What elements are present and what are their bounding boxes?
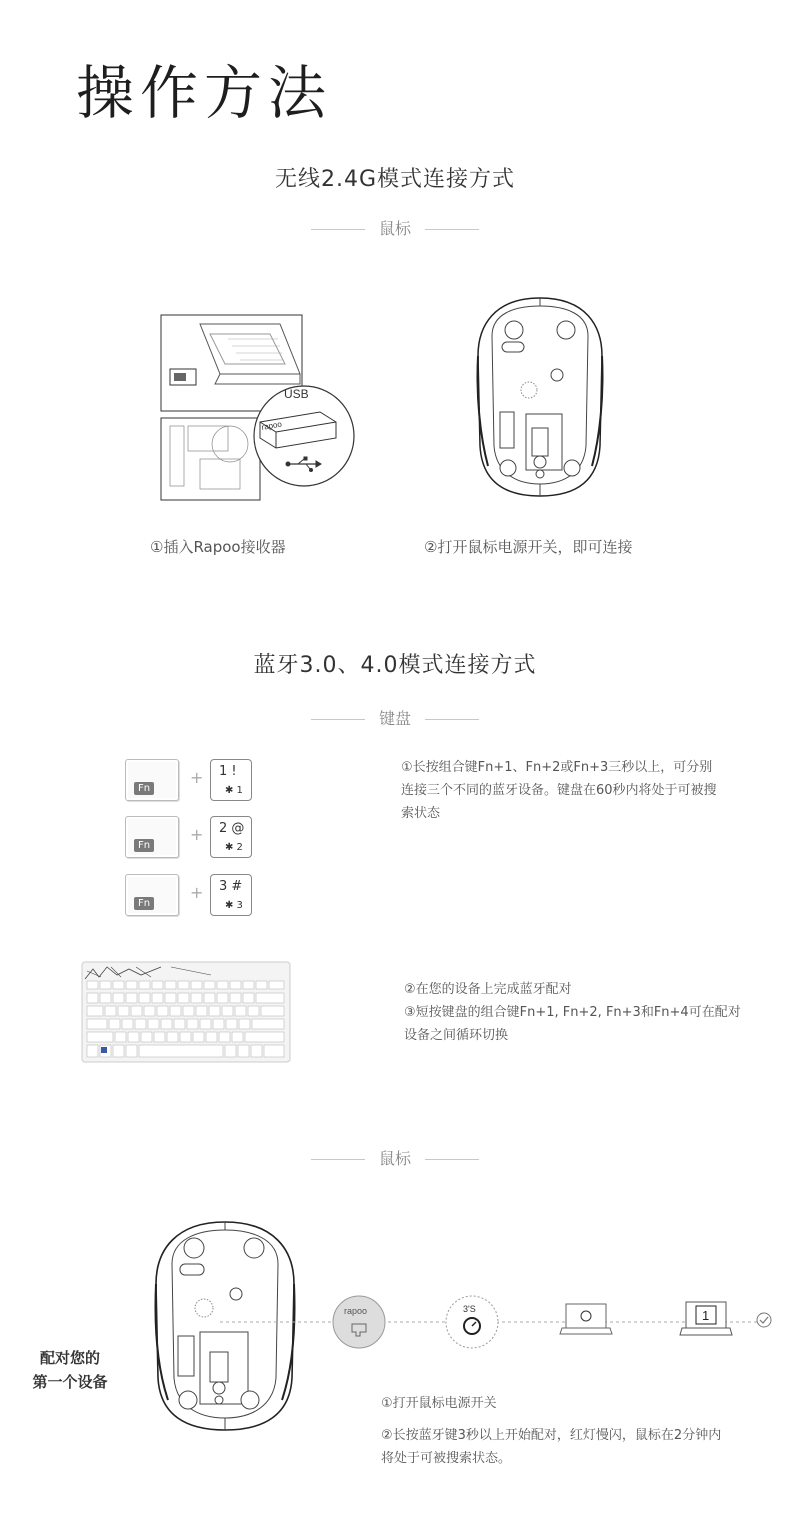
text-line: 第一个设备 <box>32 1373 108 1391</box>
rapoo-button-label: rapoo <box>344 1306 368 1316</box>
pair-first-device-label <box>20 1346 120 1394</box>
mouse-bottom-illustration <box>474 296 606 498</box>
key-top-label: 1 ! <box>219 764 237 779</box>
fn-key-label: Fn <box>134 782 154 795</box>
key-top-label: 3 # <box>219 879 243 894</box>
text-line: 索状态 <box>401 806 441 821</box>
subhead-text: 键盘 <box>378 709 411 728</box>
fn-key <box>125 816 179 858</box>
step-power-on: ②打开鼠标电源开关，即可连接 <box>424 538 633 556</box>
fn-key <box>125 759 179 801</box>
text-line: ②长按蓝牙键3秒以上开始配对，红灯慢闪，鼠标在2分钟内 <box>381 1428 722 1443</box>
fn-key <box>125 874 179 916</box>
section-title-24g: 无线2.4G模式连接方式 <box>274 167 516 192</box>
text-line: ①长按组合键Fn+1、Fn+2或Fn+3三秒以上，可分别 <box>401 760 713 775</box>
key-1 <box>210 759 252 801</box>
dongle-brand: rapoo <box>260 419 283 432</box>
keyboard-illustration <box>81 961 291 1063</box>
text-line: ③短按键盘的组合键Fn+1, Fn+2, Fn+3和Fn+4可在配对 <box>404 1005 741 1020</box>
key-2 <box>210 816 252 858</box>
text-line: 连接三个不同的蓝牙设备。键盘在60秒内将处于可被搜 <box>401 783 717 798</box>
laptop-searching-icon <box>560 1304 612 1334</box>
subhead-text: 鼠标 <box>378 1149 411 1168</box>
bluetooth-icon: ✱ 3 <box>225 900 243 911</box>
check-circle-icon <box>757 1313 771 1327</box>
section-title-bt: 蓝牙3.0、4.0模式连接方式 <box>253 653 537 678</box>
pairing-flow <box>220 1290 780 1356</box>
page-title: 操作方法 <box>76 59 333 127</box>
bluetooth-icon: ✱ 2 <box>225 842 243 853</box>
subhead-mouse-bt <box>0 1146 790 1169</box>
step-insert-receiver: ①插入Rapoo接收器 <box>150 538 286 556</box>
text-line: ②在您的设备上完成蓝牙配对 <box>404 982 572 997</box>
text-line: 将处于可被搜索状态。 <box>381 1451 512 1466</box>
fn-key-label: Fn <box>134 897 154 910</box>
text-line: 设备之间循环切换 <box>404 1028 509 1043</box>
subhead-keyboard <box>0 706 790 729</box>
timer-label: 3'S <box>463 1304 476 1314</box>
plus-sign: + <box>190 825 204 844</box>
keyboard-instructions-1 <box>401 756 761 825</box>
subhead-text: 鼠标 <box>378 219 411 238</box>
device-number: 1 <box>702 1308 710 1323</box>
mouse-step-2 <box>381 1424 781 1470</box>
plus-sign: + <box>190 883 204 902</box>
fn-key-label: Fn <box>134 839 154 852</box>
bluetooth-icon: ✱ 1 <box>225 785 243 796</box>
text-line: 配对您的 <box>39 1349 100 1367</box>
plus-sign: + <box>190 768 204 787</box>
key-3 <box>210 874 252 916</box>
keyboard-instructions-2 <box>404 978 764 1047</box>
mouse-step-1: ①打开鼠标电源开关 <box>381 1396 497 1411</box>
usb-label: USB <box>284 387 309 401</box>
usb-receiver-illustration <box>160 314 355 504</box>
key-top-label: 2 @ <box>219 821 245 836</box>
subhead-mouse-24g <box>0 216 790 239</box>
laptop-connected-icon <box>680 1302 732 1335</box>
